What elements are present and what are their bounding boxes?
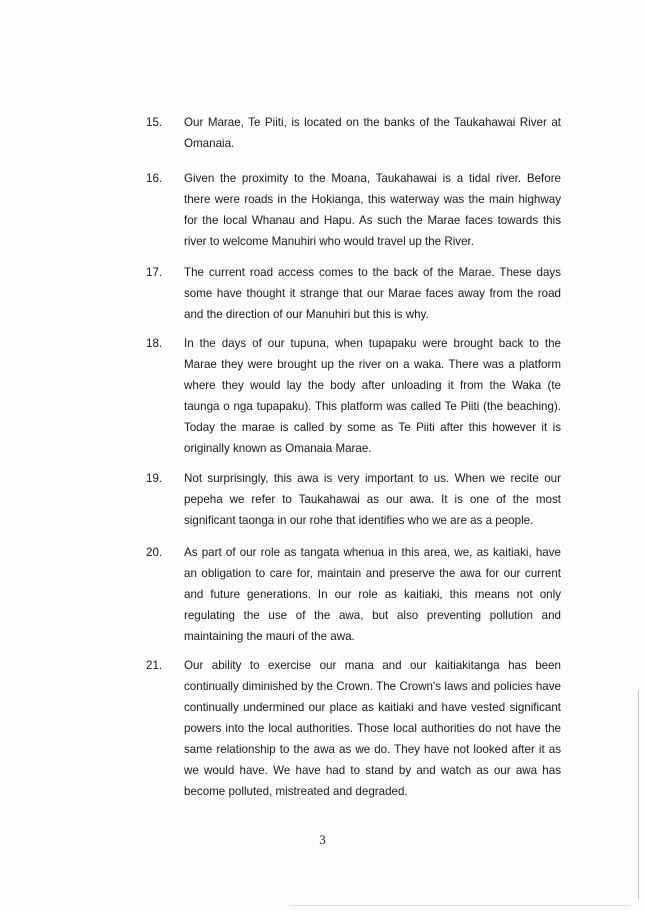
paragraph-16 bbox=[146, 168, 561, 252]
paragraph-15 bbox=[146, 112, 561, 154]
paragraph-19 bbox=[146, 468, 561, 531]
page-number: 3 bbox=[319, 832, 326, 847]
paragraph-number: 20. bbox=[146, 546, 163, 559]
paragraph-17 bbox=[146, 262, 561, 325]
scan-bottom-shadow bbox=[290, 905, 630, 906]
paragraph-text: Our ability to exercise our mana and our kaitiakitanga has been continually diminished by the Crown. The Crown's laws and policies have continually undermined our place as kaitiaki and have vested significant powers into the local authorities. Those local authorities do not have the same relationship to the awa as we do. They have not looked after it as we would have. We have had to stand by and watch as our awa has become polluted, mistreated and degraded. bbox=[184, 659, 561, 798]
scan-edge-shadow bbox=[638, 690, 639, 900]
paragraph-number: 19. bbox=[146, 472, 163, 485]
paragraph-text: Not surprisingly, this awa is very important to us. When we recite our pepeha we refer to Taukahawai as our awa. It is one of the most significant taonga in our rohe that identifies who we are as a people. bbox=[184, 472, 561, 527]
paragraph-number: 15. bbox=[146, 116, 163, 129]
paragraph-number: 18. bbox=[146, 337, 163, 350]
paragraph-text: Given the proximity to the Moana, Taukahawai is a tidal river. Before there were roads in the Hokianga, this waterway was the main highway for the local Whanau and Hapu. As such the Marae faces towards this river to welcome Manuhiri who would travel up the River. bbox=[184, 172, 561, 248]
paragraph-number: 16. bbox=[146, 172, 163, 185]
paragraph-number: 17. bbox=[146, 266, 163, 279]
paragraph-text: The current road access comes to the back of the Marae. These days some have thought it strange that our Marae faces away from the road and the direction of our Manuhiri but this is why. bbox=[184, 266, 561, 321]
paragraph-21 bbox=[146, 655, 561, 802]
paragraph-text: In the days of our tupuna, when tupapaku were brought back to the Marae they were brought up the river on a waka. There was a platform where they would lay the body after unloading it from the Waka (te taunga o nga tupapaku). This platform was called Te Piiti (the beaching). Today the marae is called by some as Te Piiti after this however it is originally known as Omanaia Marae. bbox=[184, 337, 561, 455]
paragraph-20 bbox=[146, 542, 561, 647]
paragraph-18 bbox=[146, 333, 561, 459]
paragraph-text: As part of our role as tangata whenua in this area, we, as kaitiaki, have an obligation to care for, maintain and preserve the awa for our current and future generations. In our role as kaitiaki, this means not only regulating the use of the awa, but also preventing pollution and maintaining the mauri of the awa. bbox=[184, 546, 561, 643]
paragraph-text: Our Marae, Te Piiti, is located on the banks of the Taukahawai River at Omanaia. bbox=[184, 116, 561, 150]
paragraph-number: 21. bbox=[146, 659, 163, 672]
